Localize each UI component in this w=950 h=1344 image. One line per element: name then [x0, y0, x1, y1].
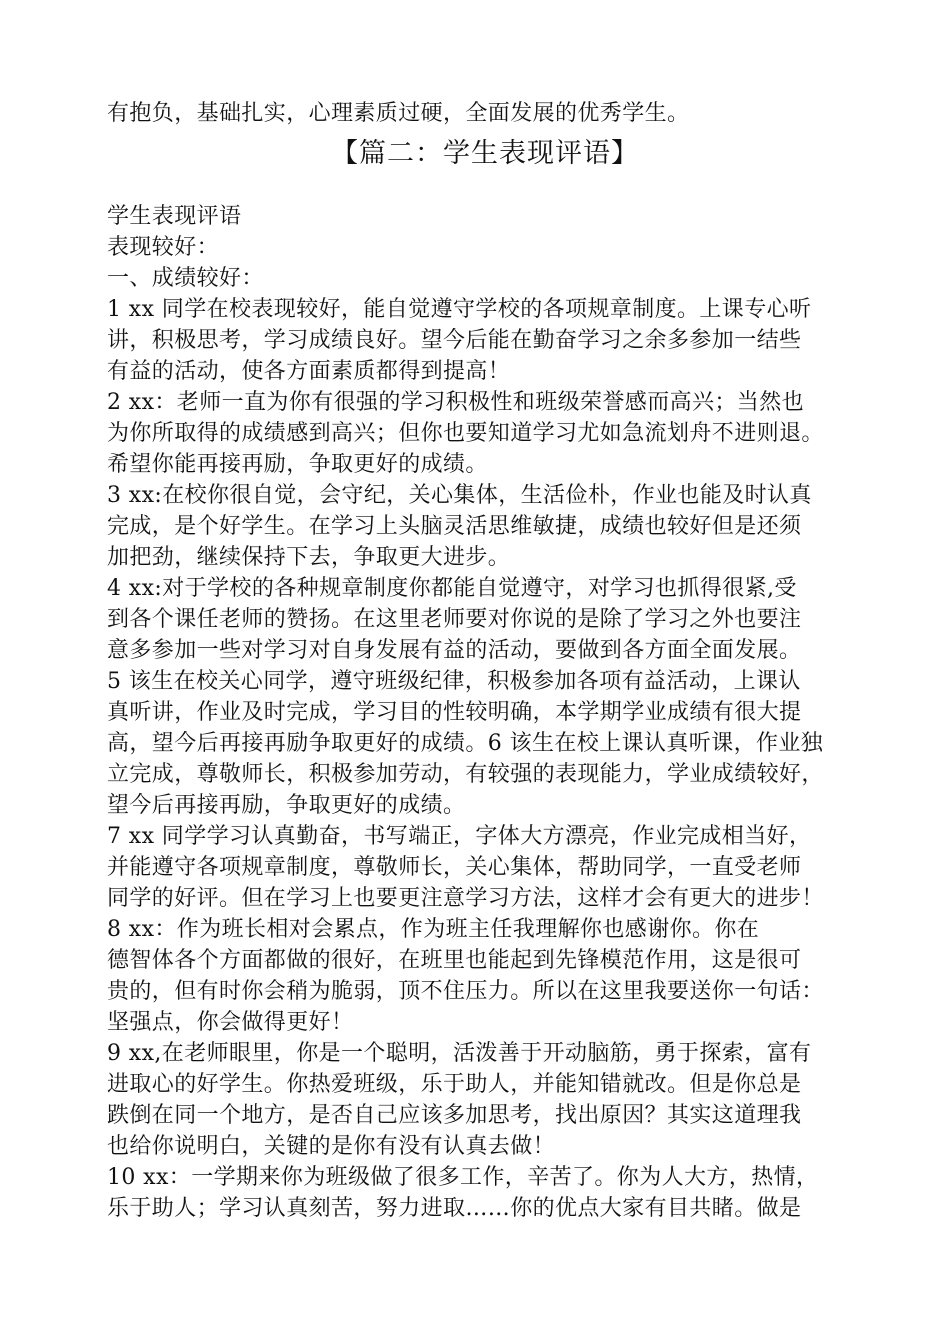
comment-3-start: 3 xx:在校你很自觉，会守纪，关心集体，生活俭朴，作业也能及时认真 [107, 483, 812, 508]
text-line: 讲，积极思考，学习成绩良好。望今后能在勤奋学习之余多参加一结些 [107, 328, 802, 353]
comment-10-start: 10 xx：一学期来你为班级做了很多工作，辛苦了。你为人大方，热情， [107, 1165, 819, 1190]
text-line: 有益的活动，使各方面素质都得到提高！ [107, 359, 511, 384]
comment-7-start: 7 xx 同学学习认真勤奋，书写端正，字体大方漂亮，作业完成相当好， [107, 824, 812, 849]
document-body [107, 98, 857, 1224]
text-line: 高，望今后再接再励争取更好的成绩。6 该生在校上课认真听课，作业独 [107, 731, 824, 756]
text-line: 跌倒在同一个地方，是否自己应该多加思考，找出原因？其实这道理我 [107, 1103, 802, 1128]
text-line: 贵的，但有时你会稍为脆弱，顶不住压力。所以在这里我要送你一句话： [107, 979, 824, 1004]
section-title: 【篇二：学生表现评语】 [331, 138, 639, 169]
text-line: 立完成，尊敬师长，积极参加劳动，有较强的表现能力，学业成绩较好， [107, 762, 824, 787]
text-line: 完成，是个好学生。在学习上头脑灵活思维敏捷，成绩也较好但是还须 [107, 514, 802, 539]
text-line: 学生表现评语 [107, 204, 242, 229]
text-line: 表现较好： [107, 235, 220, 260]
comment-2-start: 2 xx：老师一直为你有很强的学习积极性和班级荣誉感而高兴；当然也 [107, 390, 805, 415]
comment-1-start: 1 xx 同学在校表现较好，能自觉遵守学校的各项规章制度。上课专心听 [107, 297, 812, 322]
text-line: 为你所取得的成绩感到高兴；但你也要知道学习尤如急流划舟不进则退。 [107, 421, 824, 446]
text-line: 加把劲，继续保持下去，争取更大进步。 [107, 545, 511, 570]
comment-8-start: 8 xx：作为班长相对会累点，作为班主任我理解你也感谢你。你在 [107, 917, 760, 942]
text-line: 一、成绩较好： [107, 266, 264, 291]
text-line: 到各个课任老师的赞扬。在这里老师要对你说的是除了学习之外也要注 [107, 607, 802, 632]
comment-4-start: 4 xx:对于学校的各种规章制度你都能自觉遵守，对学习也抓得很紧,受 [107, 576, 797, 601]
text-line: 真听讲，作业及时完成，学习目的性较明确，本学期学业成绩有很大提 [107, 700, 802, 725]
blank-line [107, 179, 857, 201]
comment-5-start: 5 该生在校关心同学，遵守班级纪律，积极参加各项有益活动，上课认 [107, 669, 801, 694]
text-line: 意多参加一些对学习对自身发展有益的活动，要做到各方面全面发展。 [107, 638, 802, 663]
text-line: 进取心的好学生。你热爱班级，乐于助人，并能知错就改。但是你总是 [107, 1072, 802, 1097]
text-line: 也给你说明白，关键的是你有没有认真去做！ [107, 1134, 556, 1159]
text-line: 德智体各个方面都做的很好，在班里也能起到先锋模范作用，这是很可 [107, 948, 802, 973]
text-line: 同学的好评。但在学习上也要更注意学习方法，这样才会有更大的进步！ [107, 886, 824, 911]
text-line: 并能遵守各项规章制度，尊敬师长，关心集体，帮助同学，一直受老师 [107, 855, 802, 880]
text-line: 有抱负，基础扎实，心理素质过硬，全面发展的优秀学生。 [107, 101, 690, 126]
text-line: 乐于助人；学习认真刻苦，努力进取……你的优点大家有目共睹。做是 [107, 1196, 802, 1221]
text-line: 希望你能再接再励，争取更好的成绩。 [107, 452, 488, 477]
comment-9-start: 9 xx,在老师眼里，你是一个聪明，活泼善于开动脑筋，勇于探索，富有 [107, 1041, 812, 1066]
text-line: 望今后再接再励，争取更好的成绩。 [107, 793, 466, 818]
text-line: 坚强点，你会做得更好！ [107, 1010, 354, 1035]
